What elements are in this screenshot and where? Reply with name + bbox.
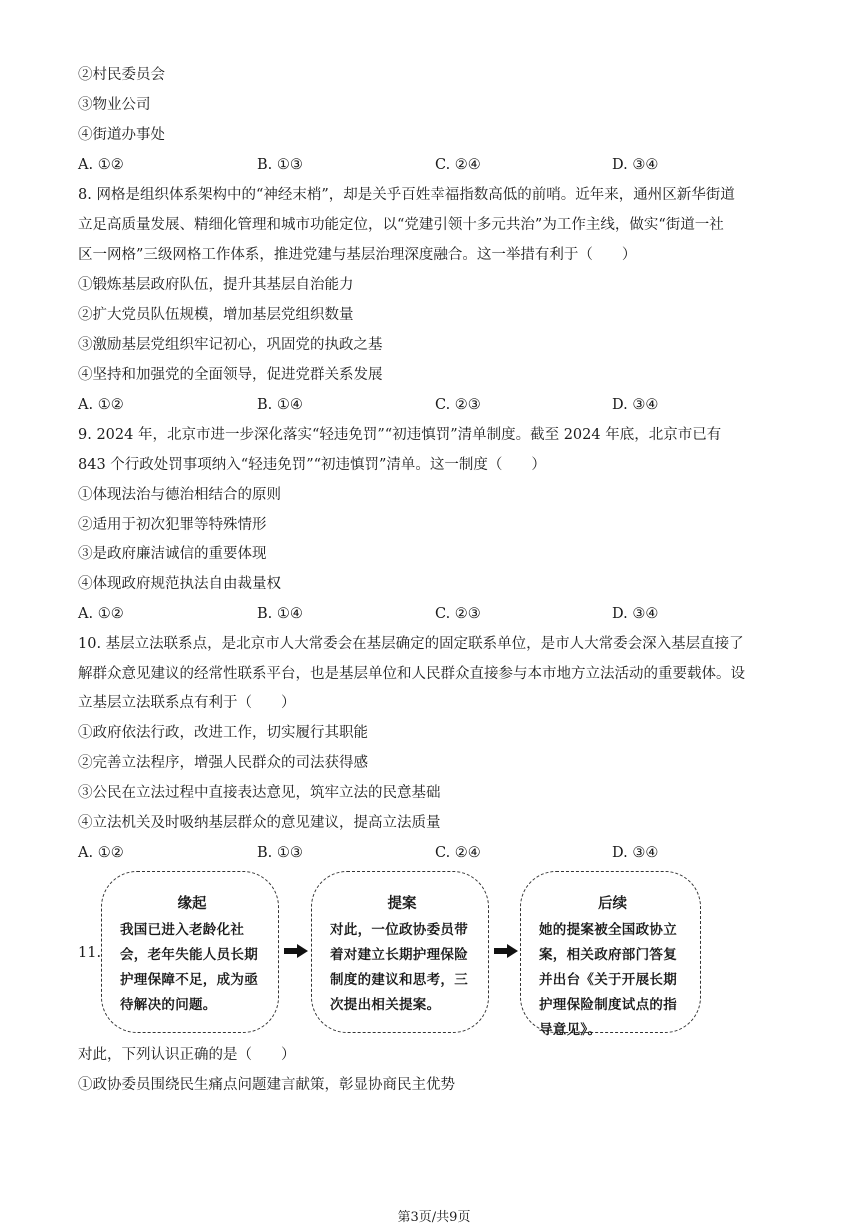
q10-item-3: ③公民在立法过程中直接表达意见，筑牢立法的民意基础	[78, 785, 441, 801]
q9-item-2: ②适用于初次犯罪等特殊情形	[78, 517, 267, 533]
q8-option-d: D. ③④	[612, 397, 659, 413]
q7-item-3: ③物业公司	[78, 97, 151, 113]
q9-option-b: B. ①④	[257, 606, 303, 622]
q10-item-2: ②完善立法程序，增强人民群众的司法获得感	[78, 755, 368, 771]
flow-box-text: 对此，一位政协委员带着对建立长期护理保险制度的建议和思考，三次提出相关提案。	[330, 922, 468, 1013]
flow-box-title: 提案	[387, 895, 417, 912]
q8-item-4: ④坚持和加强党的全面领导，促进党群关系发展	[78, 367, 383, 383]
q10-option-c: C. ②④	[435, 845, 481, 861]
q11-item-1: ①政协委员围绕民生痛点问题建言献策，彰显协商民主优势	[78, 1077, 455, 1093]
q10-item-1: ①政府依法行政，改进工作，切实履行其职能	[78, 725, 368, 741]
q8-stem-line: 立足高质量发展、精细化管理和城市功能定位，以“党建引领十多元共治”为工作主线，做实“街道一社	[78, 217, 724, 233]
right-arrow-icon	[284, 944, 308, 958]
flow-box-text: 她的提案被全国政协立案，相关政府部门答复并出台《关于开展长期护理保险制度试点的指导意见》。	[539, 922, 677, 1038]
q10-stem-line: 解群众意见建议的经常性联系平台，也是基层单位和人民群众直接参与本市地方立法活动的重要载体。设	[78, 666, 745, 682]
q8-option-a: A. ①②	[78, 397, 124, 413]
q9-stem-line: 9. 2024 年，北京市进一步深化落实“轻违免罚”“初违慎罚”清单制度。截至 2024 年底，北京市已有	[78, 427, 722, 443]
flow-box-title: 缘起	[177, 895, 207, 912]
q8-item-2: ②扩大党员队伍规模，增加基层党组织数量	[78, 307, 354, 323]
q8-stem-line: 区一网格”三级网格工作体系，推进党建与基层治理深度融合。这一举措有利于（ ）	[78, 247, 637, 263]
q7-option-a: A. ①②	[78, 157, 124, 173]
q8-stem-line: 8. 网格是组织体系架构中的“神经末梢”，却是关乎百姓幸福指数高低的前哨。近年来，通州区新华街道	[78, 187, 735, 203]
q9-stem-line: 843 个行政处罚事项纳入“轻违免罚”“初违慎罚”清单。这一制度（ ）	[78, 457, 546, 473]
q8-option-b: B. ①④	[257, 397, 303, 413]
q11-number: 11.	[78, 945, 102, 961]
q10-option-a: A. ①②	[78, 845, 124, 861]
q10-stem-line: 立基层立法联系点有利于（ ）	[78, 695, 296, 711]
flow-box-title: 后续	[598, 895, 627, 912]
flow-box-followup	[520, 871, 701, 1038]
page-number: 第3页/共9页	[397, 1210, 471, 1225]
q8-option-c: C. ②③	[435, 397, 481, 413]
q7-option-d: D. ③④	[612, 157, 659, 173]
q10-option-d: D. ③④	[612, 845, 659, 861]
q7-item-2: ②村民委员会	[78, 67, 165, 83]
q9-item-3: ③是政府廉洁诚信的重要体现	[78, 546, 267, 562]
q8-item-1: ①锻炼基层政府队伍，提升其基层自治能力	[78, 277, 354, 293]
q9-option-a: A. ①②	[78, 606, 124, 622]
q10-item-4: ④立法机关及时吸纳基层群众的意见建议，提高立法质量	[78, 815, 441, 831]
q10-option-b: B. ①③	[257, 845, 303, 861]
q8-item-3: ③激励基层党组织牢记初心，巩固党的执政之基	[78, 337, 383, 353]
q7-option-b: B. ①③	[257, 157, 303, 173]
flow-box-proposal	[311, 871, 489, 1033]
q10-stem-line: 10. 基层立法联系点，是北京市人大常委会在基层确定的固定联系单位，是市人大常委会深入基层直接了	[78, 636, 744, 652]
q7-item-4: ④街道办事处	[78, 127, 165, 143]
q9-option-c: C. ②③	[435, 606, 481, 622]
flow-box-text: 我国已进入老龄化社会，老年失能人员长期护理保障不足，成为亟待解决的问题。	[120, 922, 258, 1013]
q9-item-4: ④体现政府规范执法自由裁量权	[78, 576, 281, 592]
flow-box-origin	[101, 871, 279, 1033]
q9-option-d: D. ③④	[612, 606, 659, 622]
q11-stem: 对此，下列认识正确的是（ ）	[78, 1047, 296, 1063]
q9-item-1: ①体现法治与德治相结合的原则	[78, 487, 281, 503]
right-arrow-icon	[494, 944, 518, 958]
q7-option-c: C. ②④	[435, 157, 481, 173]
